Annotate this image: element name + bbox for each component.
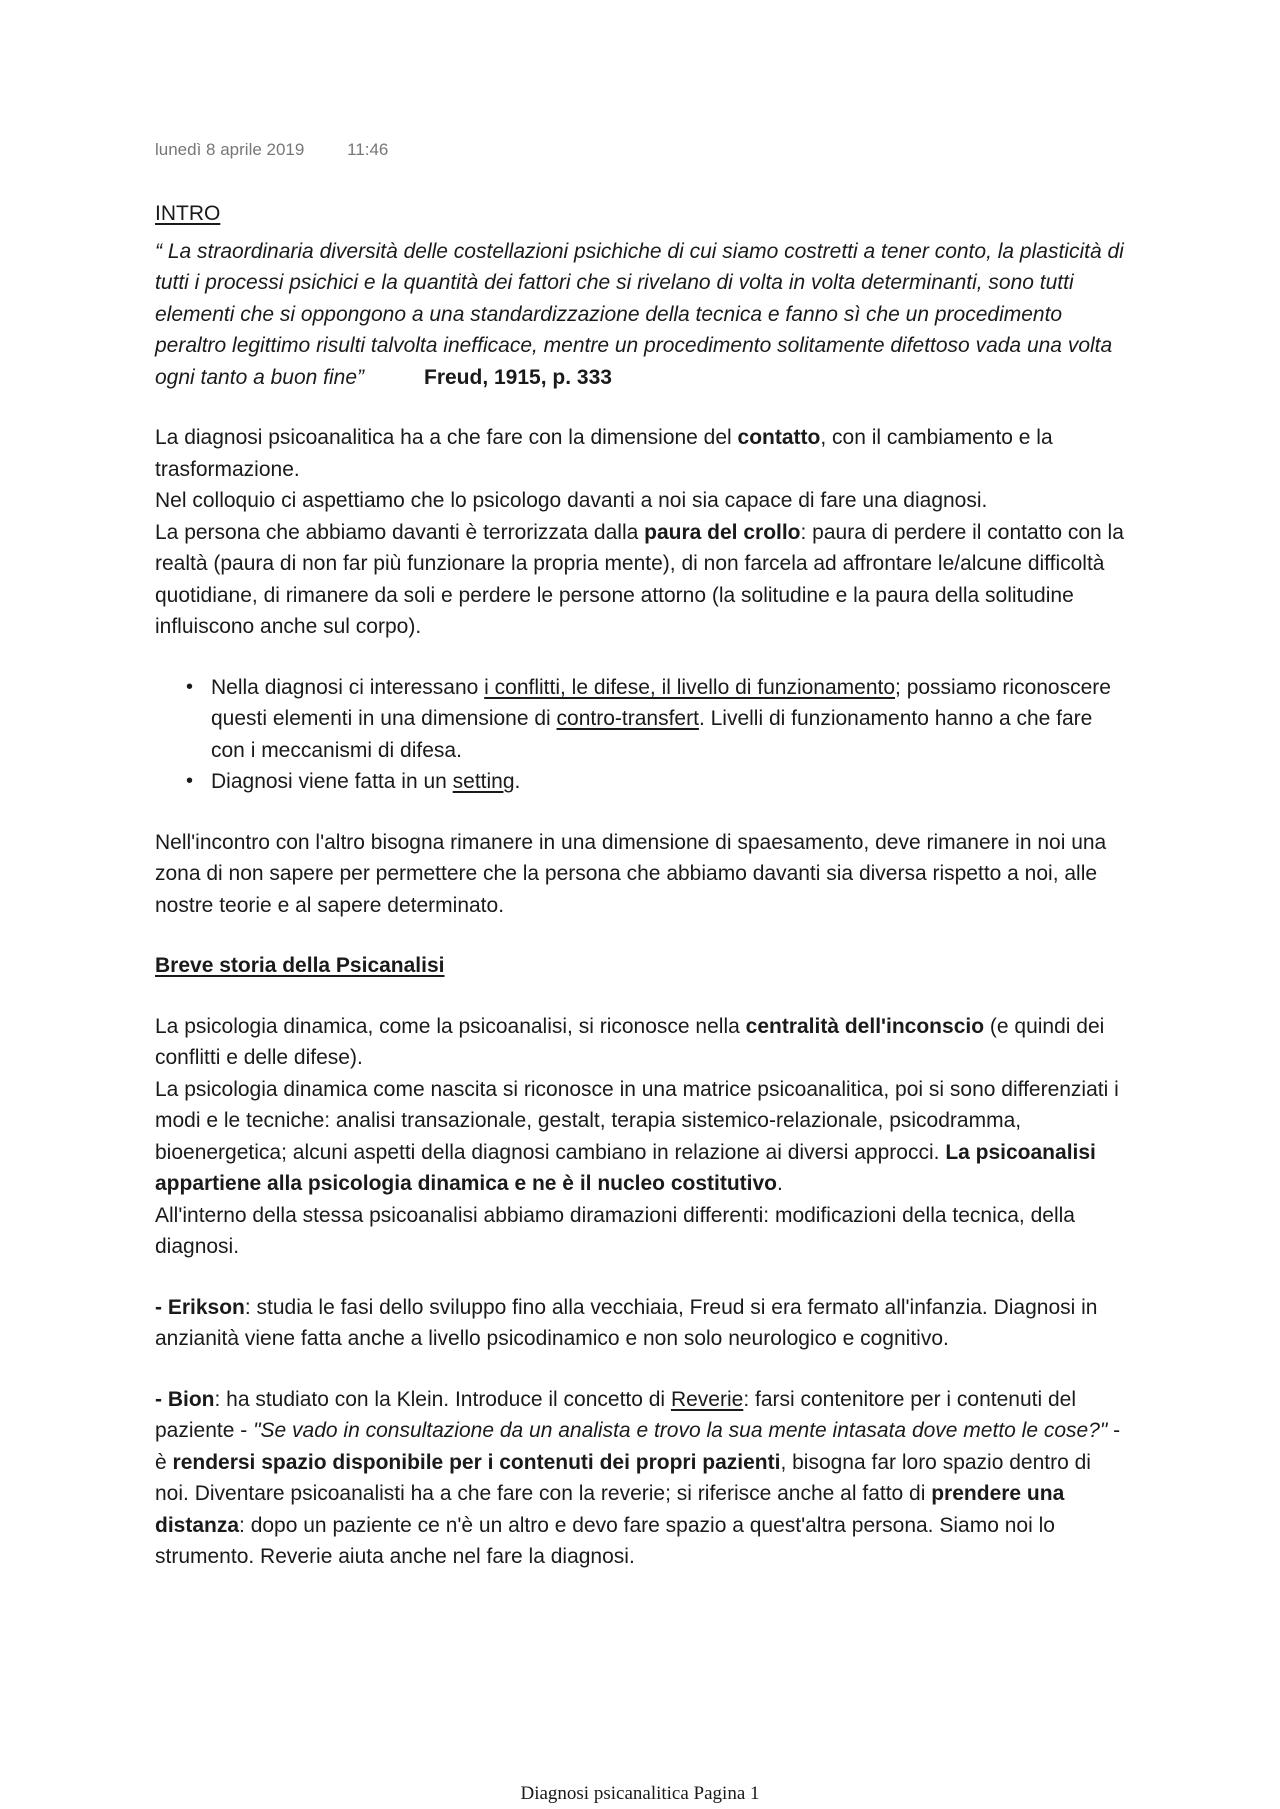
page-footer: Diagnosi psicanalitica Pagina 1 bbox=[520, 1783, 760, 1804]
text-span: : dopo un paziente ce n'è un altro e devo fare spazio a quest'altra persona. Siamo noi lo strumento. Reverie aiuta anche nel fare la diagnosi. bbox=[155, 1513, 1055, 1568]
bullet-item bbox=[186, 766, 1130, 798]
text-span: La persona che abbiamo davanti è terrorizzata dalla bbox=[155, 520, 645, 544]
text-span: Nella diagnosi ci interessano bbox=[211, 675, 485, 699]
bullet-marker: • bbox=[186, 675, 194, 698]
text-span: . Livelli di funzionamento hanno a che fare con i meccanismi di difesa. bbox=[211, 707, 1093, 762]
paragraph-spaesamento: Nell'incontro con l'altro bisogna rimanere in una dimensione di spaesamento, deve rimanere in noi una zona di non sapere per permettere che la persona che abbiamo davanti sia diversa rispetto a noi, alle nostre teorie e al sapere determinato. bbox=[155, 830, 1107, 917]
text-span: : paura di perdere il contatto con la realtà (paura di non far più funzionare la propria mente), di non farcela ad affrontare le/alcune difficoltà quotidiane, di rimanere da soli e perdere le persone attorno (la solitudine e la paura della solitudine influiscono anche sul corpo). bbox=[155, 520, 1124, 638]
text-span: - è bbox=[155, 1419, 1121, 1474]
bullet-list bbox=[155, 672, 1130, 798]
paragraph-contatto bbox=[155, 422, 1130, 485]
history-paragraph-inconscio bbox=[155, 1011, 1130, 1074]
italic-text: "Se vado in consultazione da un analista e trovo la sua mente intasata dove metto le cose?" bbox=[253, 1419, 1108, 1442]
note-date: lunedì 8 aprile 2019 bbox=[155, 140, 305, 159]
quote-author: Freud, 1915, p. 333 bbox=[424, 365, 612, 389]
underlined-text: contro-transfert bbox=[556, 707, 699, 730]
history-paragraph-diramazioni: All'interno della stessa psicoanalisi abbiamo diramazioni differenti: modificazioni della tecnica, della diagnosi. bbox=[155, 1203, 1075, 1258]
note-timestamp bbox=[155, 140, 388, 160]
bold-text: La psicoanalisi appartiene alla psicologia dinamica e ne è il nucleo costitutivo bbox=[155, 1140, 1096, 1195]
text-span: La psicologia dinamica, come la psicoanalisi, si riconosce nella bbox=[155, 1014, 746, 1038]
author-name: - Erikson bbox=[155, 1295, 245, 1319]
text-span: La diagnosi psicoanalitica ha a che fare con la dimensione del bbox=[155, 426, 738, 449]
bold-text: prendere una distanza bbox=[155, 1482, 1065, 1537]
text-span: , con il cambiamento e la trasformazione. bbox=[155, 426, 1053, 481]
intro-quote-paragraph bbox=[155, 236, 1130, 394]
bold-text: centralità dell'inconscio bbox=[745, 1014, 985, 1038]
note-body bbox=[155, 198, 1130, 1573]
underlined-text: i conflitti, le difese, il livello di funzionamento bbox=[484, 675, 896, 699]
underlined-text: setting bbox=[452, 770, 515, 793]
note-time: 11:46 bbox=[347, 140, 389, 159]
text-span: La psicologia dinamica come nascita si riconosce in una matrice psicoanalitica, poi si sono differenziati i modi e le tecniche: analisi transazionale, gestalt, terapia sistemico-relazionale, psicodramma, bioenergetica; alcuni aspetti della diagnosi cambiano in relazione ai diversi approcci. bbox=[155, 1077, 1119, 1164]
bold-text: contatto bbox=[737, 426, 821, 449]
text-span: : studia le fasi dello sviluppo fino alla vecchiaia, Freud si era fermato all'infanzia. Diagnosi in anzianità viene fatta anche a livello psicodinamico e non solo neurologico e cognitivo. bbox=[155, 1295, 1098, 1350]
erikson-paragraph bbox=[155, 1292, 1130, 1355]
text-span: . bbox=[514, 770, 521, 793]
paragraph-crollo bbox=[155, 517, 1130, 643]
text-span: . bbox=[777, 1172, 783, 1195]
bold-text: rendersi spazio disponibile per i contenuti dei propri pazienti bbox=[172, 1450, 781, 1474]
text-span: Diagnosi viene fatta in un bbox=[211, 770, 453, 793]
text-span: (e quindi dei conflitti e delle difese). bbox=[155, 1014, 1105, 1069]
intro-heading: INTRO bbox=[155, 202, 221, 225]
underlined-text: Reverie bbox=[670, 1387, 744, 1411]
history-heading: Breve storia della Psicanalisi bbox=[155, 954, 445, 977]
paragraph-colloquio: Nel colloquio ci aspettiamo che lo psicologo davanti a noi sia capace di fare una diagnosi. bbox=[155, 489, 988, 512]
text-span: : farsi contenitore per i contenuti del paziente - bbox=[155, 1387, 1077, 1442]
intro-quote: “ La straordinaria diversità delle costellazioni psichiche di cui siamo costretti a tener conto, la plasticità di tutti i processi psichici e la quantità dei fattori che si rivelano di volta in volta determinanti, sono tutti elementi che si oppongono a una standardizzazione della tecnica e fanno sì che un procedimento peraltro legittimo risulti talvolta inefficace, mentre un procedimento solitamente difettoso vada una volta ogni tanto a buon fine” bbox=[155, 239, 1124, 389]
bullet-marker: • bbox=[186, 770, 194, 792]
bold-text: paura del crollo bbox=[644, 520, 801, 544]
history-paragraph-matrice bbox=[155, 1074, 1130, 1200]
text-span: : ha studiato con la Klein. Introduce il concetto di bbox=[214, 1387, 671, 1411]
bion-paragraph bbox=[155, 1384, 1130, 1573]
text-span: ; possiamo riconoscere questi elementi in una dimensione di bbox=[211, 675, 1111, 730]
bullet-item bbox=[186, 672, 1130, 767]
author-name: - Bion bbox=[155, 1387, 215, 1411]
text-span: , bisogna far loro spazio dentro di noi. Diventare psicoanalisti ha a che fare con la reverie; si riferisce anche al fatto di bbox=[155, 1450, 1091, 1505]
